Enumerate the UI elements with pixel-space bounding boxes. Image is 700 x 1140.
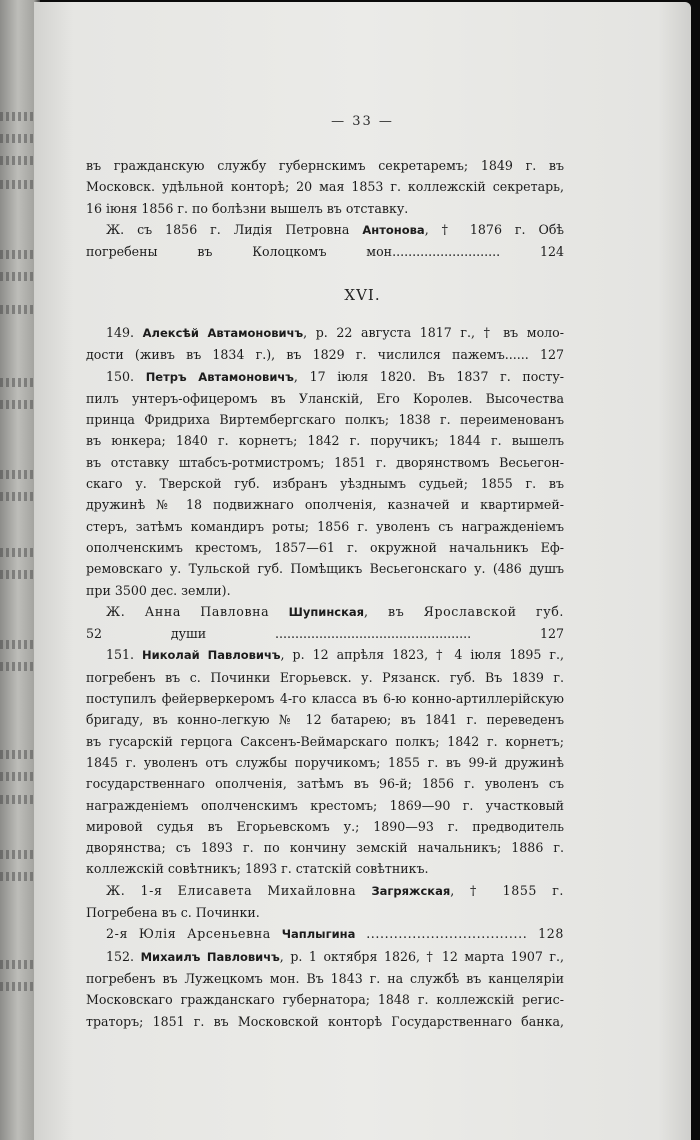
entry-151: 151. Николай Павловичъ, р. 12 апрѣля 1823, † 4 іюля 1895 г.,: [106, 647, 564, 663]
text-line: государственнаго ополченія, затѣмъ въ 96-й; 1856 г. уволенъ съ: [86, 776, 564, 792]
wife-line: Ж. съ 1856 г. Лидія Петровна Антонова, † 1876 г. Обѣ: [106, 221, 564, 237]
text-line: Московскаго гражданскаго губернатора; 1848 г. коллежскій регис-: [86, 992, 564, 1008]
surname: Антонова: [362, 222, 425, 237]
person-name: Петръ Автамоновичъ: [145, 369, 294, 384]
surname: Загряжская: [371, 883, 451, 898]
person-name: Николай Павловичъ: [142, 648, 281, 663]
text-line: въ гражданскую службу губернскимъ секретаремъ; 1849 г. въ: [86, 158, 564, 173]
text-line: дости (живъ въ 1834 г.), въ 1829 г. числился пажемъ...... 127: [86, 347, 564, 363]
text-line: 52 души ................................................. 127: [86, 626, 564, 642]
text-line: Погребена въ с. Починки.: [86, 905, 260, 921]
entry-150: 150. Петръ Автамоновичъ, 17 іюля 1820. Въ 1837 г. посту-: [106, 368, 564, 384]
text-line: ополченскимъ крестомъ, 1857—61 г. окружной начальникъ Еф-: [86, 539, 564, 555]
book-page: [34, 2, 691, 1140]
wife-line: Ж. 1-я Елисавета Михайловна Загряжская, † 1855 г.: [106, 882, 564, 898]
text-line: погребены въ Колоцкомъ мон........................... 124: [86, 244, 564, 260]
text-line: дружинѣ № 18 подвижнаго ополченія, казначей и квартирмей-: [86, 497, 564, 513]
text-line: при 3500 дес. земли).: [86, 582, 231, 598]
continued-entry: [86, 155, 564, 262]
wife-line: 2-я Юлія Арсеньевна Чаплыгина ................................... 128: [106, 926, 564, 942]
page-reference: 127: [539, 347, 564, 363]
surname: Шупинская: [288, 604, 365, 619]
text-line: бригаду, въ конно-легкую № 12 батарею; въ 1841 г. переведенъ: [86, 712, 564, 728]
page-reference: 124: [539, 244, 564, 260]
text-line: награжденіемъ ополченскимъ крестомъ; 1869—90 г. участковый: [86, 797, 564, 813]
text-line: погребенъ въ Лужецкомъ мон. Въ 1843 г. на службѣ въ канцеляріи: [86, 970, 564, 986]
person-name: Михаилъ Павловичъ: [140, 949, 280, 964]
wife-line: Ж. Анна Павловна Шупинская, въ Ярославской губ.: [106, 603, 564, 619]
text-line: коллежскій совѣтникъ; 1893 г. статскій совѣтникъ.: [86, 861, 429, 877]
text-line: 1845 г. уволенъ отъ службы поручикомъ; 1855 г. въ 99-й дружинѣ: [86, 754, 564, 770]
text-line: Московск. удѣльной конторѣ; 20 мая 1853 г. коллежскій секретарь,: [86, 179, 564, 195]
text-line: 16 іюня 1856 г. по болѣзни вышелъ въ отставку.: [86, 200, 409, 216]
text-line: ремовскаго у. Тульской губ. Помѣщикъ Весьегонскаго у. (486 душъ: [86, 561, 564, 577]
text-line: погребенъ въ с. Починки Егорьевск. у. Рязанск. губ. Въ 1839 г.: [86, 669, 564, 685]
text-line: поступилъ фейерверкеромъ 4-го класса въ 6-ю конно-артиллерійскую: [86, 691, 564, 707]
text-line: скаго у. Тверской губ. избранъ уѣзднымъ судьей; 1855 г. въ: [86, 476, 564, 492]
page-number: — 33 —: [331, 114, 394, 129]
text-line: стеръ, затѣмъ командиръ роты; 1856 г. уволенъ съ награжденіемъ: [86, 518, 564, 534]
text-line: дворянства; съ 1893 г. по кончину земскій начальникъ; 1886 г.: [86, 840, 564, 856]
entry-149: 149. Алексѣй Автамоновичъ, р. 22 августа 1817 г., † въ моло-: [106, 325, 564, 340]
text-line: въ отставку штабсъ-ротмистромъ; 1851 г. дворянствомъ Весьегон-: [86, 454, 564, 470]
page-reference: 127: [539, 626, 564, 642]
text-line: въ юнкера; 1840 г. корнетъ; 1842 г. поручикъ; 1844 г. вышелъ: [86, 433, 564, 449]
section-heading: XVI.: [344, 286, 381, 304]
page-reference: 128: [538, 926, 564, 942]
entry-152: 152. Михаилъ Павловичъ, р. 1 октября 1826, † 12 марта 1907 г.,: [106, 948, 564, 964]
text-line: мировой судья въ Егорьевскомъ у.; 1890—93 г. предводитель: [86, 818, 564, 834]
text-line: пилъ унтеръ-офицеромъ въ Уланскій, Его Королев. Высочества: [86, 390, 564, 406]
surname: Чаплыгина: [281, 927, 356, 942]
entries: [86, 322, 564, 1032]
text-line: въ гусарскій герцога Саксенъ-Веймарскаго полкъ; 1842 г. корнетъ;: [86, 733, 564, 749]
text-line: принца Фридриха Виртембергскаго полкъ; 1838 г. переименованъ: [86, 412, 564, 428]
person-name: Алексѣй Автамоновичъ: [142, 326, 304, 340]
text-line: траторъ; 1851 г. въ Московской конторѣ Государственнаго банка,: [86, 1013, 564, 1029]
